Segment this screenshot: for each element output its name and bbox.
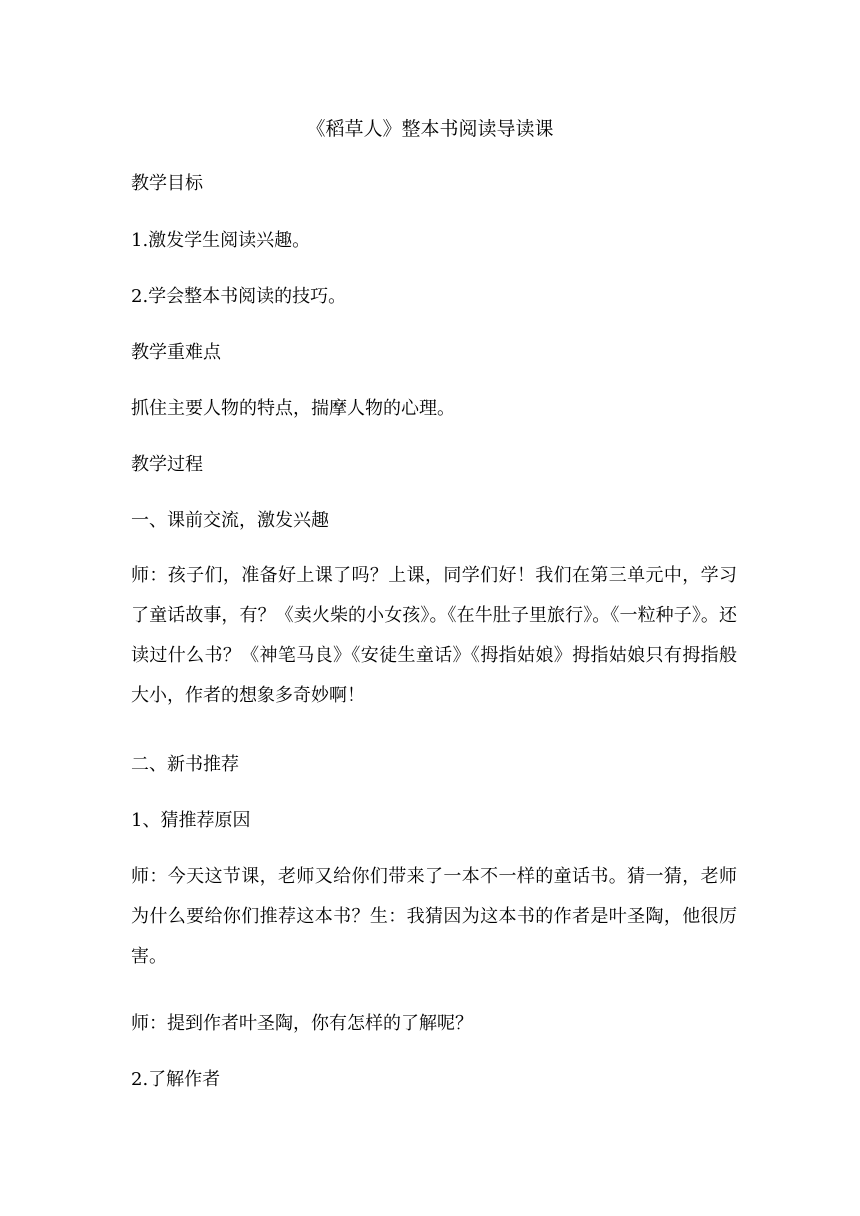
- document-title: 《稻草人》整本书阅读导读课: [306, 118, 554, 140]
- goals-heading: 教学目标: [131, 173, 203, 194]
- goal-item-2: 2.学会整本书阅读的技巧。: [131, 286, 347, 307]
- keypoints-text: 抓住主要人物的特点，揣摩人物的心理。: [131, 398, 455, 419]
- paragraph-3: 师：提到作者叶圣陶，你有怎样的了解呢？: [131, 1013, 473, 1034]
- subsection-heading-2: 2.了解作者: [131, 1069, 221, 1090]
- section-heading-2: 二、新书推荐: [131, 754, 239, 775]
- section-heading-1: 一、课前交流，激发兴趣: [131, 510, 329, 531]
- paragraph-1: 师：孩子们，准备好上课了吗？上课，同学们好！我们在第三单元中，学习了童话故事，有？《卖火柴的小女孩》。《在牛肚子里旅行》。《一粒种子》。还读过什么书？《神笔马良》《安徒生童话》《拇指姑娘》拇指姑娘只有拇指般大小，作者的想象多奇妙啊！: [131, 565, 737, 706]
- paragraph-2: 师：今天这节课，老师又给你们带来了一本不一样的童话书。猜一猜，老师为什么要给你们推荐这本书？生：我猜因为这本书的作者是叶圣陶，他很厉害。: [131, 866, 737, 967]
- subsection-heading-1: 1、猜推荐原因: [131, 810, 251, 831]
- process-heading: 教学过程: [131, 454, 203, 475]
- goal-item-1: 1.激发学生阅读兴趣。: [131, 230, 311, 251]
- keypoints-heading: 教学重难点: [131, 342, 221, 363]
